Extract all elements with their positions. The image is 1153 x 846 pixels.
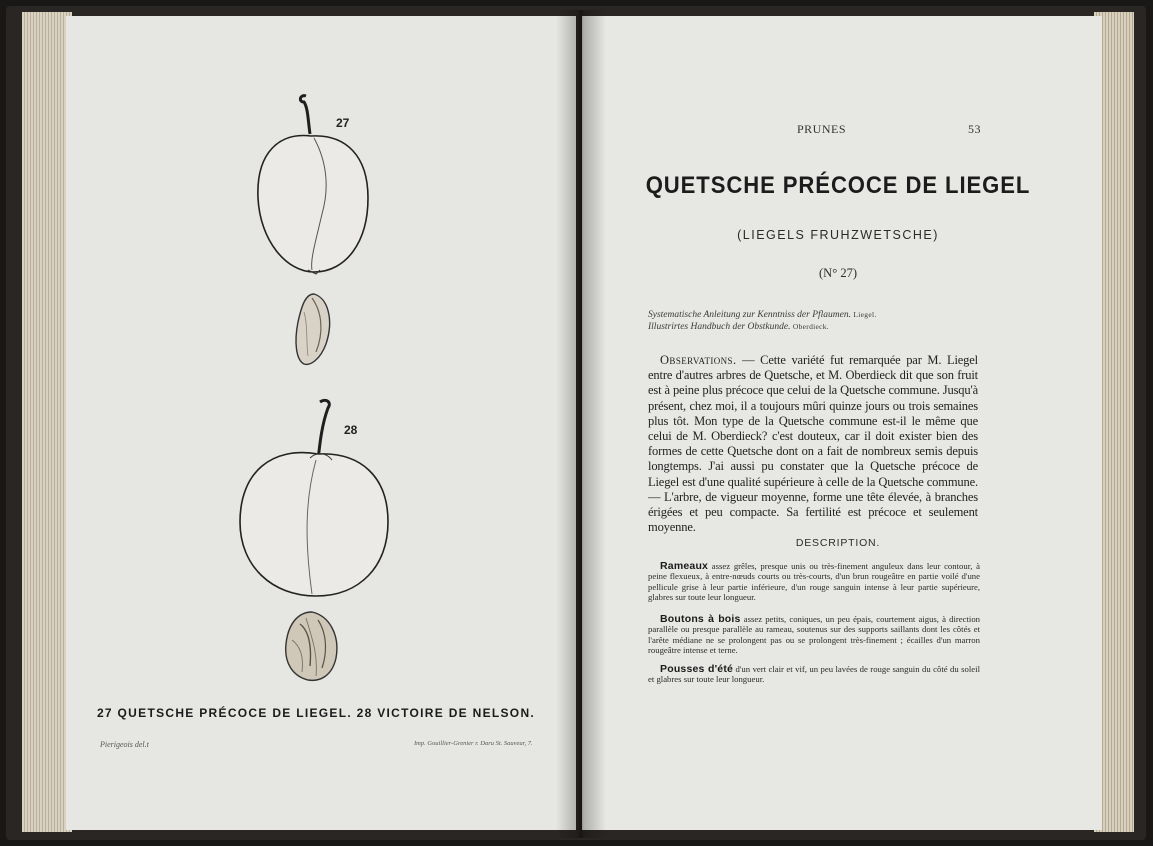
reference-1	[648, 309, 877, 321]
plate-caption: 27 QUETSCHE PRÉCOCE DE LIEGEL. 28 VICTOIRE DE NELSON.	[96, 706, 536, 720]
rameaux-label: Rameaux	[660, 560, 709, 572]
figure-28-number: 28	[344, 423, 358, 437]
rameaux-paragraph	[648, 561, 980, 603]
rameaux-text: assez grêles, presque unis ou très-finement anguleux dans leur contour, à peine flexueux, à entre-nœuds courts ou très-courts, d'un brun rougeâtre en partie voilé d'une pellicule grise à leur partie inférieure, d'un rouge sanguin intense à leur partie supérieure, glabres sur toute leur longueur.	[648, 561, 980, 603]
book-spine-gutter	[556, 10, 606, 838]
page-edges-left	[22, 12, 72, 832]
plum-28-stone-illustration	[282, 610, 340, 684]
boutons-paragraph	[648, 614, 980, 656]
boutons-text: assez petits, coniques, un peu épais, courtement aigus, à direction parallèle ou presque parallèle au rameau, soutenus sur des supports saillants dont les côtés et l'arête médiane ne se prolongent pas ou se prolongent très-finement ; écailles d'un marron rougeâtre intense et terne.	[648, 614, 981, 656]
plum-27-stone-illustration	[292, 292, 334, 368]
printer-credit: Imp. Gouillier-Grenier r. Daru St. Sauveur, 7.	[414, 740, 533, 747]
reference-2-author: Oberdieck.	[792, 322, 829, 331]
variety-number: (N° 27)	[819, 266, 857, 280]
page-subtitle: (LIEGELS FRUHZWETSCHE)	[737, 228, 939, 242]
reference-1-title: Systematische Anleitung zur Kenntniss der Pflaumen.	[648, 310, 851, 320]
reference-1-author: Liegel.	[853, 310, 877, 319]
page-number: 53	[968, 122, 981, 136]
artist-credit: Pierigeois del.t	[100, 740, 149, 749]
observations-label: Observations.	[660, 353, 737, 367]
pousses-label: Pousses d'été	[660, 663, 734, 675]
boutons-label: Boutons à bois	[660, 613, 741, 625]
pousses-paragraph	[648, 664, 980, 685]
reference-2	[648, 321, 877, 333]
pousses-text: d'un vert clair et vif, un peu lavées de rouge sanguin du côté du soleil et glabres sur toute leur longueur.	[648, 664, 980, 685]
plum-27-illustration	[250, 90, 380, 280]
description-heading: DESCRIPTION.	[795, 537, 881, 549]
plum-28-illustration	[232, 396, 394, 600]
figure-27-number: 27	[336, 116, 350, 130]
observations-text: — Cette variété fut remarquée par M. Liegel entre d'autres arbres de Quetsche, et M. Oberdieck dit que son fruit est à peine plus précoce que celui de la Quetsche commune. Jusqu'à présent, chez moi, il a toujours mûri quinze jours ou trois semaines plus tôt. Mon type de la Quetsche commune est-il le même que celui de M. Oberdieck? c'est douteux, car il doit exister bien des formes de cette Quetsche dont on a fait de nombreux semis depuis longtemps. J'ai aussi pu constater que la Quetsche précoce de Liegel est d'une qualité supérieure à celle de la Quetsche commune. — L'arbre, de vigueur moyenne, forme une tête élevée, à branches érigées et peu compacte. Sa fertilité est précoce et seulement moyenne.	[648, 353, 978, 535]
reference-2-title: Illustrirtes Handbuch der Obstkunde.	[648, 322, 791, 332]
observations-paragraph	[648, 353, 978, 535]
bibliographic-references	[648, 309, 877, 333]
page-title: QUETSCHE PRÉCOCE DE LIEGEL	[645, 172, 1031, 199]
running-head: PRUNES	[797, 122, 847, 136]
